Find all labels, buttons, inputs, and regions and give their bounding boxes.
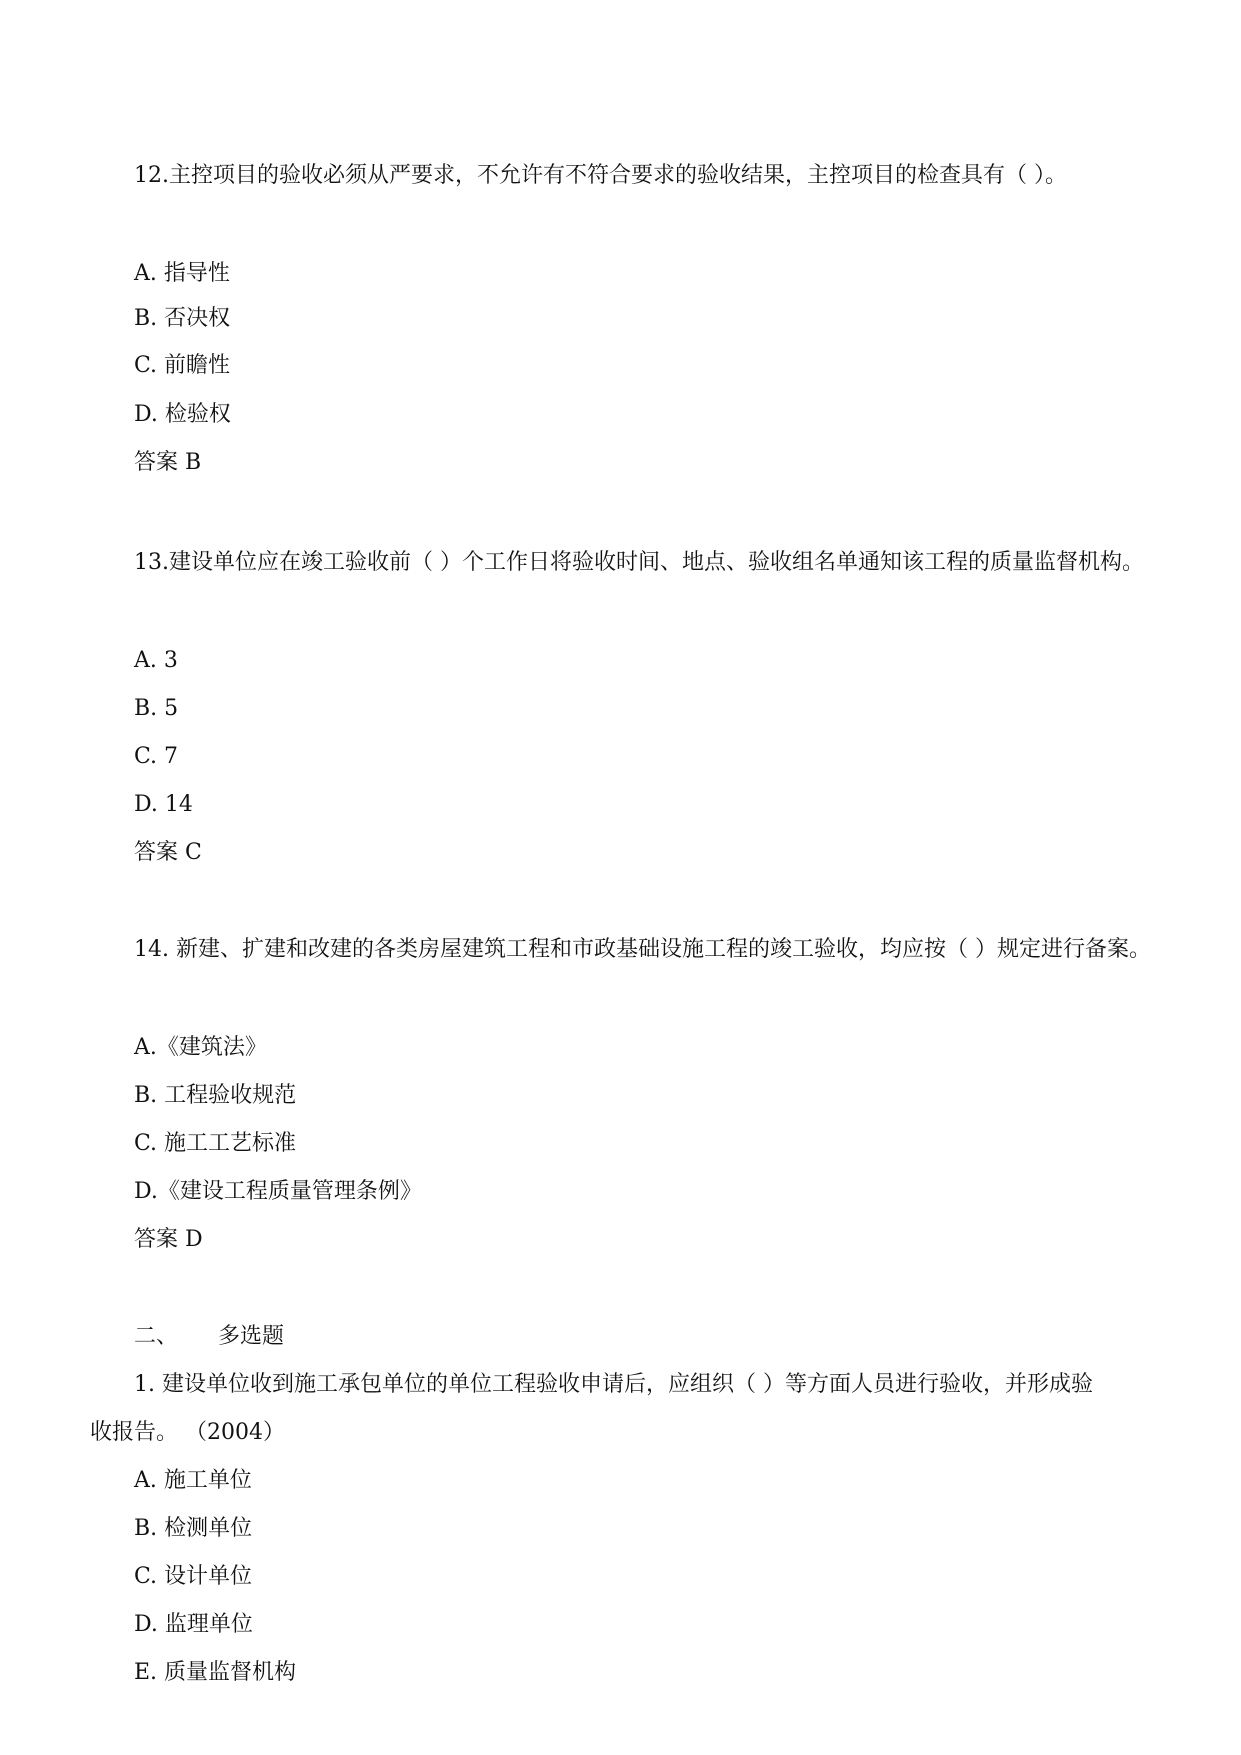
question-13-option-b: B. 5 — [134, 696, 179, 721]
question-13-answer: 答案 C — [134, 840, 202, 865]
question-13-option-a: A. 3 — [134, 648, 178, 673]
multi-question-1-text: 1. 建设单位收到施工承包单位的单位工程验收申请后，应组织（ ）等方面人员进行验收，并形成验 — [134, 1372, 1093, 1397]
section-number: 二、 — [134, 1324, 179, 1349]
multi-question-1-option-d: D. 监理单位 — [134, 1612, 253, 1637]
question-14-option-b: B. 工程验收规范 — [134, 1083, 297, 1108]
question-14-option-a: A.《建筑法》 — [134, 1035, 267, 1060]
question-14-option-c: C. 施工工艺标准 — [134, 1131, 297, 1156]
question-12-answer: 答案 B — [134, 450, 202, 475]
question-12-option-a: A. 指导性 — [134, 261, 230, 286]
section-title: 多选题 — [218, 1324, 285, 1349]
question-12-option-d: D. 检验权 — [134, 402, 231, 427]
multi-question-1-option-c: C. 设计单位 — [134, 1564, 253, 1589]
question-12-option-c: C. 前瞻性 — [134, 353, 231, 378]
question-13-option-d: D. 14 — [134, 792, 193, 817]
multi-question-1-option-a: A. 施工单位 — [134, 1468, 252, 1493]
question-14-answer: 答案 D — [134, 1227, 203, 1252]
multi-question-1-option-b: B. 检测单位 — [134, 1516, 253, 1541]
question-14-text: 14. 新建、扩建和改建的各类房屋建筑工程和市政基础设施工程的竣工验收，均应按（ ）规定进行备案。 — [134, 937, 1151, 962]
question-14-option-d: D.《建设工程质量管理条例》 — [134, 1179, 422, 1204]
multi-question-1-text-continued: 收报告。 （2004） — [90, 1420, 285, 1445]
question-13-option-c: C. 7 — [134, 744, 179, 769]
question-12-text: 12.主控项目的验收必须从严要求，不允许有不符合要求的验收结果，主控项目的检查具有（ ）。 — [134, 163, 1067, 188]
multi-question-1-option-e: E. 质量监督机构 — [134, 1660, 297, 1685]
question-12-option-b: B. 否决权 — [134, 306, 231, 331]
question-13-text: 13.建设单位应在竣工验收前（ ）个工作日将验收时间、地点、验收组名单通知该工程的质量监督机构。 — [134, 550, 1144, 575]
